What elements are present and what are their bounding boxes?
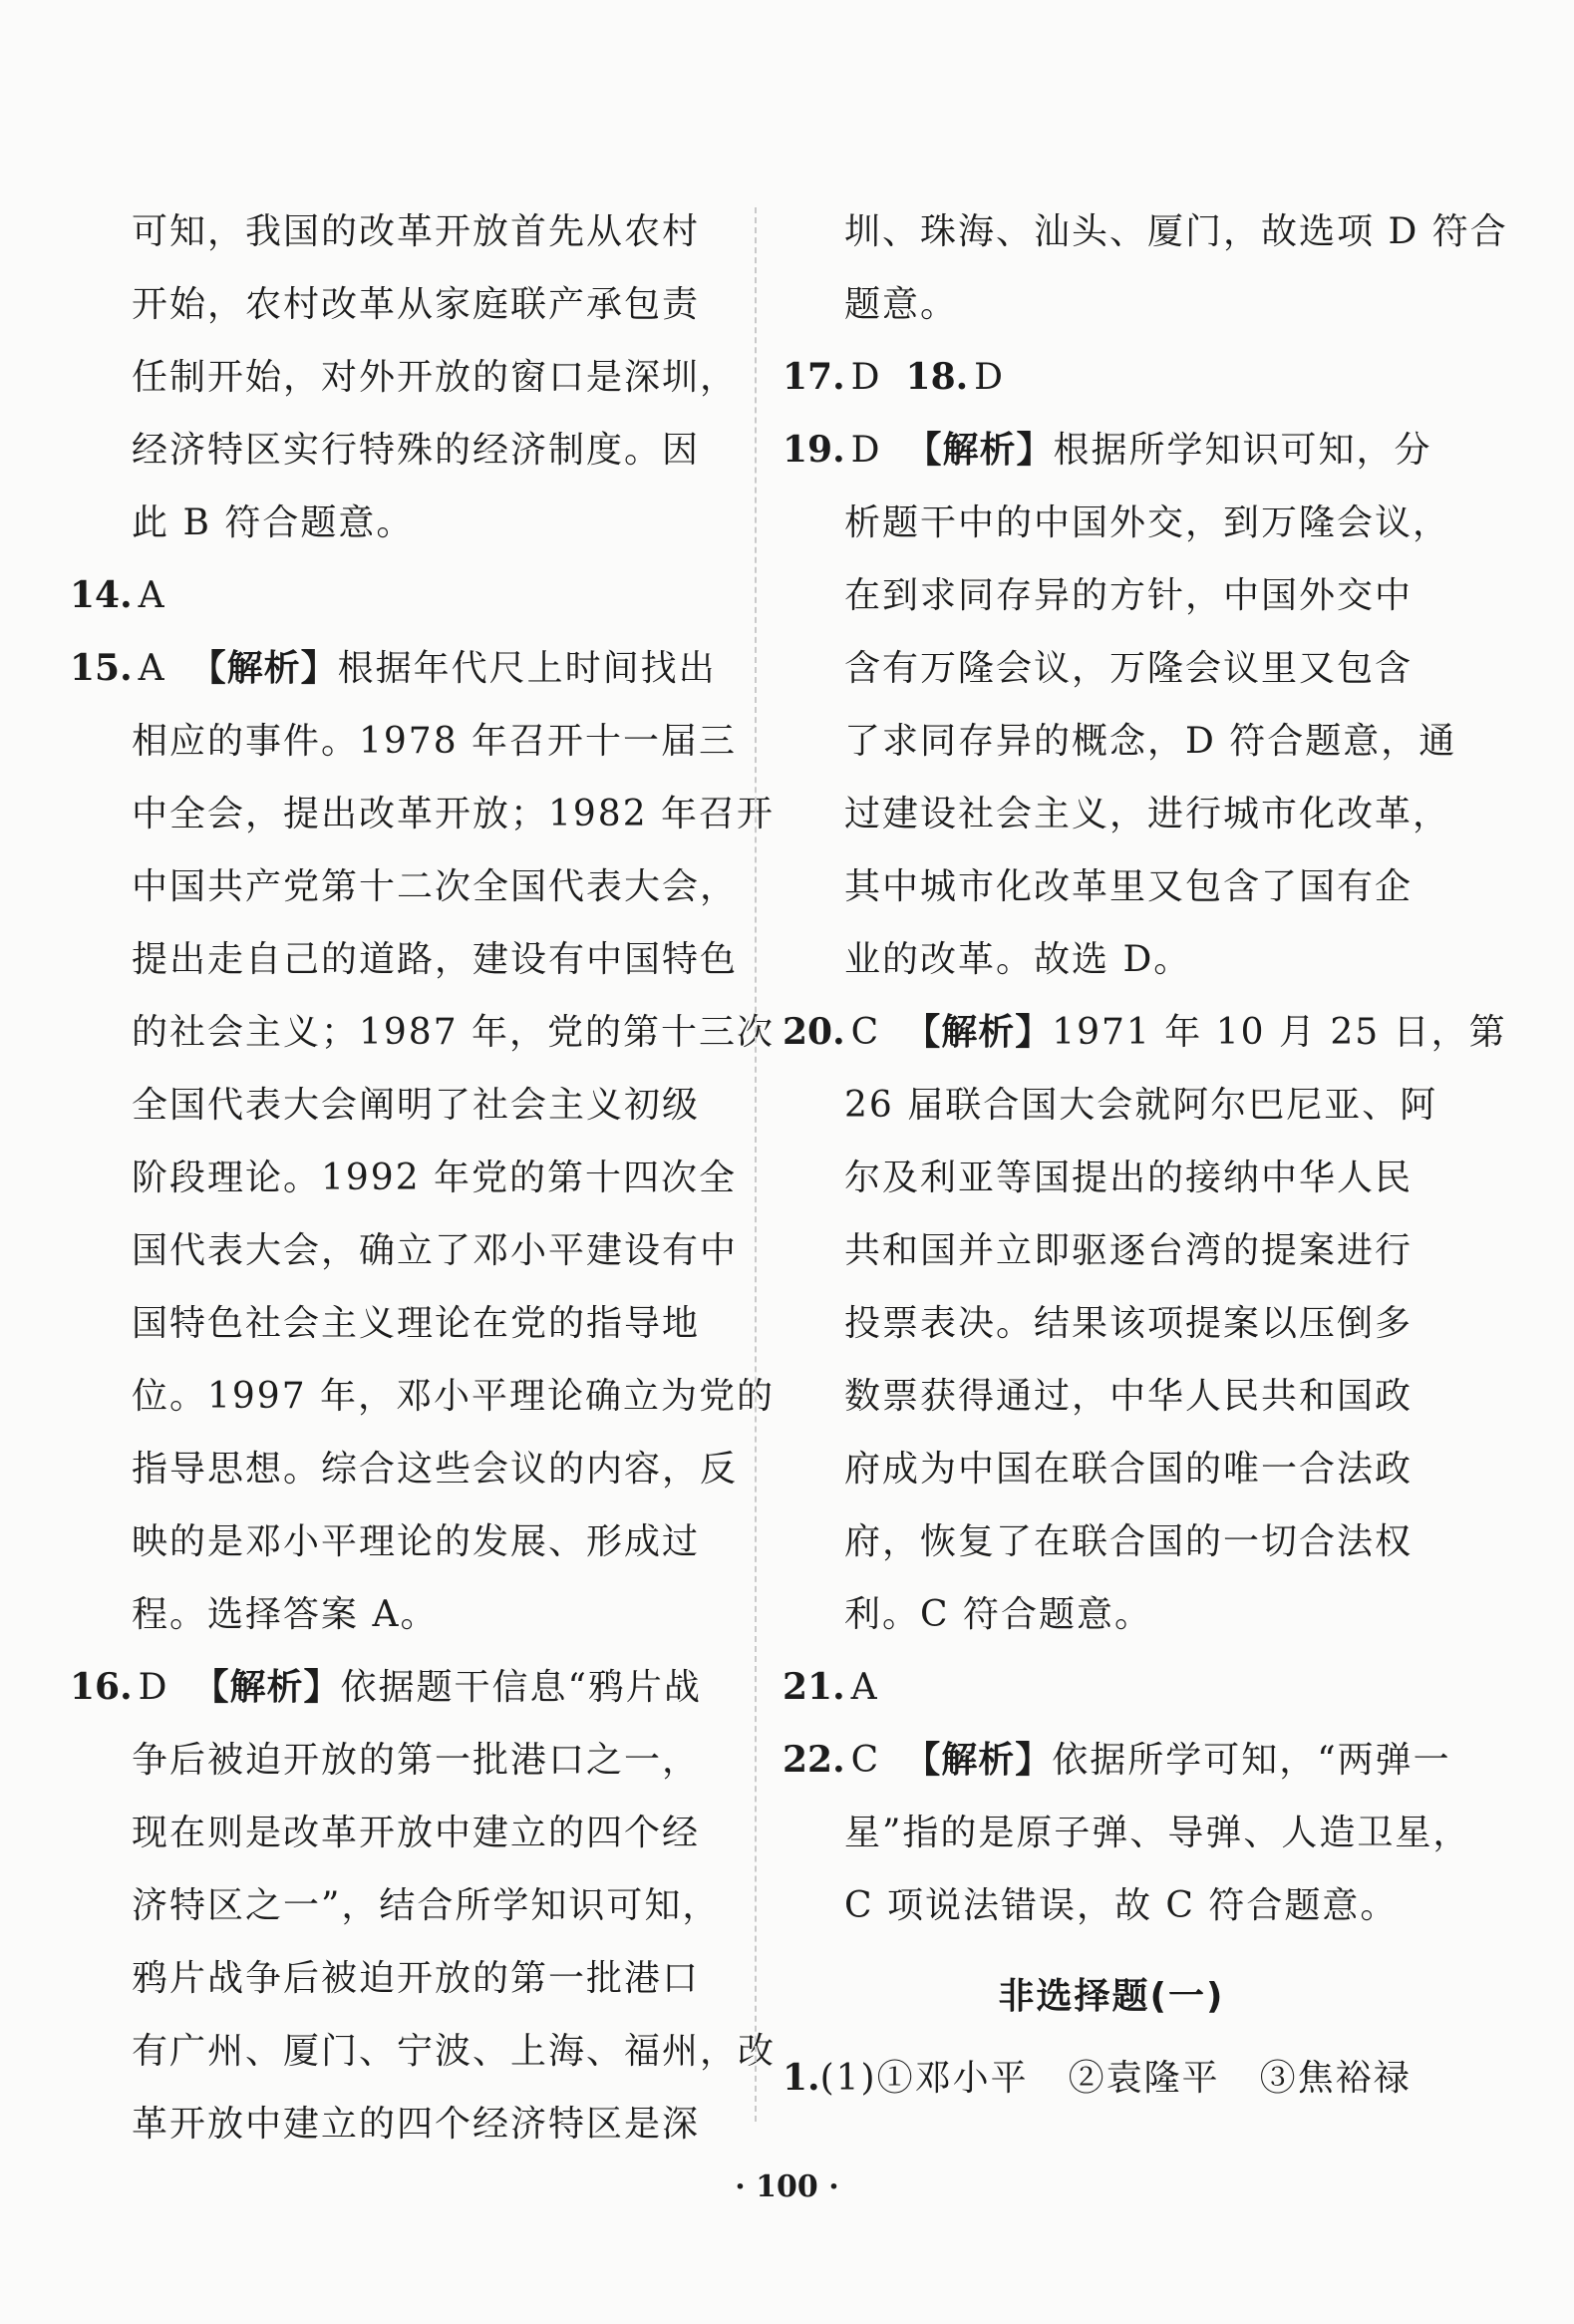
question-15 bbox=[70, 632, 728, 705]
text-line: 中国共产党第十二次全国代表大会， bbox=[132, 866, 739, 907]
text-line: 阶段理论。1992 年党的第十四次全 bbox=[132, 1158, 738, 1198]
text-line: 经济特区实行特殊的经济制度。因 bbox=[132, 430, 701, 471]
text-line: 尔及利亚等国提出的接纳中华人民 bbox=[844, 1158, 1414, 1198]
question-16 bbox=[70, 1651, 728, 1724]
answer-letter: D bbox=[138, 1667, 167, 1708]
text-line: 开始，农村改革从家庭联产承包责 bbox=[132, 284, 701, 325]
text-line: 国特色社会主义理论在党的指导地 bbox=[132, 1303, 701, 1344]
answer-letter: A bbox=[850, 1667, 877, 1708]
sub-question-label: (1) bbox=[819, 2058, 877, 2099]
left-column bbox=[70, 195, 777, 2160]
text-line: 映的是邓小平理论的发展、形成过 bbox=[132, 1521, 701, 1562]
text-line: 济特区之一”，结合所学知识可知， bbox=[132, 1885, 721, 1926]
text-line: 在到求同存异的方针，中国外交中 bbox=[844, 575, 1414, 616]
nonchoice-question-1 bbox=[783, 2042, 1440, 2115]
answer-letter: D bbox=[850, 430, 880, 471]
text-line: 程。选择答案 A。 bbox=[132, 1594, 439, 1635]
text-line: 府，恢复了在联合国的一切合法权 bbox=[844, 1521, 1414, 1562]
question-number: 14. bbox=[70, 574, 133, 616]
question-14 bbox=[70, 559, 728, 632]
text-line: 析题干中的中国外交，到万隆会议， bbox=[844, 502, 1451, 543]
question-number: 15. bbox=[70, 647, 133, 689]
text-line: 可知，我国的改革开放首先从农村 bbox=[132, 211, 701, 252]
text-line: 国代表大会，确立了邓小平建设有中 bbox=[132, 1230, 739, 1271]
analysis-text: 依据题干信息“鸦片战 bbox=[340, 1667, 702, 1708]
text-line: 圳、珠海、汕头、厦门，故选项 D 符合 bbox=[844, 211, 1508, 252]
text-line: 数票获得通过，中华人民共和国政 bbox=[844, 1376, 1414, 1417]
text-line: 指导思想。综合这些会议的内容，反 bbox=[132, 1449, 739, 1490]
text-line: 争后被迫开放的第一批港口之一， bbox=[132, 1740, 701, 1781]
answer-letter: A bbox=[138, 648, 164, 689]
text-line: 中全会，提出改革开放；1982 年召开 bbox=[132, 794, 776, 834]
text-line: 革开放中建立的四个经济特区是深 bbox=[132, 2104, 701, 2145]
answer-letter: C bbox=[850, 1740, 879, 1781]
text-line: 过建设社会主义，进行城市化改革， bbox=[844, 794, 1451, 834]
analysis-text: 根据所学知识可知，分 bbox=[1053, 430, 1432, 471]
question-number: 18. bbox=[905, 356, 969, 398]
text-line: 相应的事件。1978 年召开十一届三 bbox=[132, 721, 738, 762]
text-line: C 项说法错误，故 C 符合题意。 bbox=[844, 1885, 1399, 1926]
column-divider bbox=[755, 207, 757, 2122]
question-20 bbox=[783, 996, 1507, 1069]
text-line: 的社会主义；1987 年，党的第十三次 bbox=[132, 1012, 776, 1053]
answer-letter: C bbox=[850, 1012, 879, 1053]
text-line: 有广州、厦门、宁波、上海、福州，改 bbox=[132, 2031, 777, 2072]
section-heading: 非选择题(一) bbox=[998, 1976, 1225, 2017]
question-number: 22. bbox=[783, 1739, 845, 1781]
answer-item: ②袁隆平 bbox=[1068, 2058, 1220, 2099]
analysis-text: 1971 年 10 月 25 日，第 bbox=[1052, 1012, 1507, 1053]
text-line: 星”指的是原子弹、导弹、人造卫星， bbox=[844, 1813, 1471, 1853]
question-number: 20. bbox=[783, 1011, 845, 1053]
text-line: 含有万隆会议，万隆会议里又包含 bbox=[844, 648, 1414, 689]
question-number: 21. bbox=[783, 1666, 845, 1708]
text-line: 其中城市化改革里又包含了国有企 bbox=[844, 866, 1414, 907]
analysis-text: 根据年代尺上时间找出 bbox=[337, 648, 717, 689]
question-number: 1. bbox=[783, 2057, 820, 2099]
text-line: 业的改革。故选 D。 bbox=[844, 939, 1192, 980]
answer-letter: A bbox=[138, 575, 164, 616]
analysis-tag: 【解析】 bbox=[905, 430, 1054, 471]
page-number: · 100 · bbox=[735, 2169, 839, 2204]
text-line: 全国代表大会阐明了社会主义初级 bbox=[132, 1085, 701, 1126]
text-line: 府成为中国在联合国的唯一合法政 bbox=[844, 1449, 1414, 1490]
analysis-tag: 【解析】 bbox=[904, 1012, 1053, 1053]
text-line: 现在则是改革开放中建立的四个经 bbox=[132, 1813, 701, 1853]
answer-letter: D bbox=[974, 357, 1004, 398]
text-line: 提出走自己的道路，建设有中国特色 bbox=[132, 939, 739, 980]
text-line: 26 届联合国大会就阿尔巴尼亚、阿 bbox=[844, 1085, 1438, 1126]
analysis-tag: 【解析】 bbox=[189, 648, 338, 689]
text-line: 利。C 符合题意。 bbox=[844, 1594, 1152, 1635]
question-number: 17. bbox=[783, 356, 845, 398]
text-line: 鸦片战争后被迫开放的第一批港口 bbox=[132, 1958, 701, 1999]
text-line: 任制开始，对外开放的窗口是深圳， bbox=[132, 357, 739, 398]
analysis-text: 依据所学可知，“两弹一 bbox=[1052, 1740, 1451, 1781]
question-number: 16. bbox=[70, 1666, 133, 1708]
question-17-18 bbox=[783, 341, 1440, 414]
text-line: 了求同存异的概念，D 符合题意，通 bbox=[844, 721, 1457, 762]
answer-item: ①邓小平 bbox=[876, 2058, 1029, 2099]
question-19 bbox=[783, 414, 1440, 487]
question-21 bbox=[783, 1651, 1440, 1724]
text-line: 位。1997 年，邓小平理论确立为党的 bbox=[132, 1376, 776, 1417]
answer-item: ③焦裕禄 bbox=[1259, 2058, 1412, 2099]
right-column bbox=[783, 195, 1508, 2115]
answer-letter: D bbox=[850, 357, 880, 398]
text-line: 此 B 符合题意。 bbox=[132, 502, 415, 543]
text-line: 题意。 bbox=[844, 284, 959, 325]
text-line: 投票表决。结果该项提案以压倒多 bbox=[844, 1303, 1414, 1344]
question-22 bbox=[783, 1724, 1451, 1797]
question-number: 19. bbox=[783, 429, 845, 471]
text-line: 共和国并立即驱逐台湾的提案进行 bbox=[844, 1230, 1414, 1271]
analysis-tag: 【解析】 bbox=[904, 1740, 1053, 1781]
analysis-tag: 【解析】 bbox=[192, 1667, 341, 1708]
